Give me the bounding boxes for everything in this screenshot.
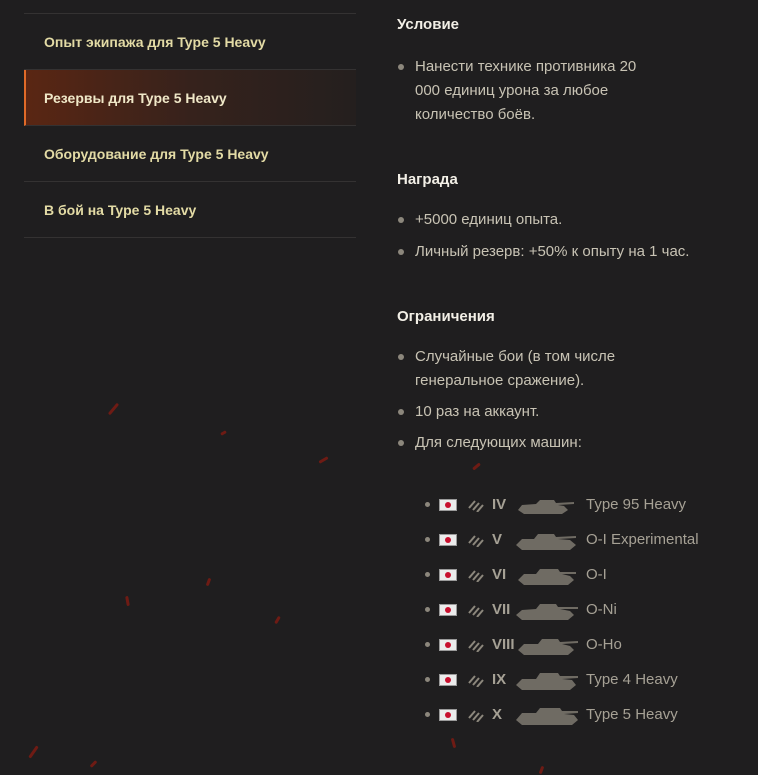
ember-spark: [451, 738, 456, 748]
ember-spark: [206, 578, 212, 587]
list-item: 10 раз на аккаунт.: [397, 400, 747, 424]
vehicle-tier: VII: [492, 601, 511, 618]
sidebar-item-label: Опыт экипажа для Type 5 Heavy: [44, 33, 266, 50]
vehicle-tier: X: [492, 706, 503, 723]
heavy-tank-class-icon: [467, 498, 485, 512]
vehicle-name: Type 95 Heavy: [586, 496, 687, 513]
heavy-tank-class-icon: [467, 673, 485, 687]
ember-spark: [28, 745, 38, 758]
vehicle-tier: IX: [492, 671, 507, 688]
vehicle-name: O-Ni: [586, 601, 617, 618]
list-item: Случайные бои (в том числе генеральное сражение).: [397, 345, 655, 393]
vehicle-tier: VI: [492, 566, 507, 583]
heavy-tank-class-icon: [467, 638, 485, 652]
vehicle-row: [425, 522, 699, 557]
heavy-tank-class-icon: [467, 603, 485, 617]
sidebar-item-label: Оборудование для Type 5 Heavy: [44, 145, 269, 162]
vehicle-row: [425, 697, 699, 732]
ember-spark: [539, 766, 545, 775]
reward-list: [397, 208, 747, 264]
vehicle-row: [425, 627, 699, 662]
japan-flag-icon: [439, 569, 457, 581]
list-item: +5000 единиц опыта.: [397, 208, 747, 232]
ember-spark: [318, 456, 328, 464]
japan-flag-icon: [439, 534, 457, 546]
sidebar-item-reserves[interactable]: [24, 70, 356, 126]
vehicle-name: O-I: [586, 566, 607, 583]
tank-silhouette-icon: [514, 704, 580, 726]
vehicle-row: [425, 662, 699, 697]
sidebar-item-battle[interactable]: [24, 182, 356, 238]
tank-silhouette-icon: [514, 564, 580, 586]
sidebar-item-equipment[interactable]: [24, 126, 356, 182]
vehicle-row: [425, 487, 699, 522]
ember-spark: [108, 403, 119, 416]
tank-silhouette-icon: [514, 494, 580, 516]
vehicle-name: O-Ho: [586, 636, 622, 653]
vehicle-tier: IV: [492, 496, 507, 513]
japan-flag-icon: [439, 639, 457, 651]
ember-spark: [274, 616, 281, 624]
sidebar-menu: [24, 13, 356, 238]
restrictions-list: [397, 345, 747, 455]
reward-heading: Награда: [397, 171, 458, 188]
vehicle-name: Type 5 Heavy: [586, 706, 678, 723]
japan-flag-icon: [439, 674, 457, 686]
ember-spark: [220, 430, 227, 436]
ember-spark: [125, 596, 130, 606]
ember-spark: [90, 760, 98, 768]
list-item: Для следующих машин:: [397, 431, 747, 455]
sidebar-item-crew-xp[interactable]: [24, 14, 356, 70]
japan-flag-icon: [439, 709, 457, 721]
tank-silhouette-icon: [514, 529, 580, 551]
list-item: Личный резерв: +50% к опыту на 1 час.: [397, 240, 747, 264]
vehicle-row: [425, 557, 699, 592]
tank-silhouette-icon: [514, 634, 580, 656]
vehicle-tier: V: [492, 531, 503, 548]
heavy-tank-class-icon: [467, 533, 485, 547]
vehicle-name: O-I Experimental: [586, 531, 699, 548]
heavy-tank-class-icon: [467, 708, 485, 722]
ember-spark: [472, 462, 481, 470]
tank-silhouette-icon: [514, 669, 580, 691]
japan-flag-icon: [439, 499, 457, 511]
vehicle-list: [425, 487, 699, 732]
japan-flag-icon: [439, 604, 457, 616]
tank-silhouette-icon: [514, 599, 580, 621]
restrictions-heading: Ограничения: [397, 308, 495, 325]
condition-heading: Условие: [397, 16, 460, 33]
vehicle-tier: VIII: [492, 636, 515, 653]
vehicle-row: [425, 592, 699, 627]
sidebar-item-label: Резервы для Type 5 Heavy: [44, 89, 227, 106]
condition-list: [397, 55, 747, 127]
list-item: Нанести технике противника 20 000 единиц урона за любое количество боёв.: [397, 55, 655, 127]
heavy-tank-class-icon: [467, 568, 485, 582]
sidebar-item-label: В бой на Type 5 Heavy: [44, 201, 197, 218]
vehicle-name: Type 4 Heavy: [586, 671, 678, 688]
